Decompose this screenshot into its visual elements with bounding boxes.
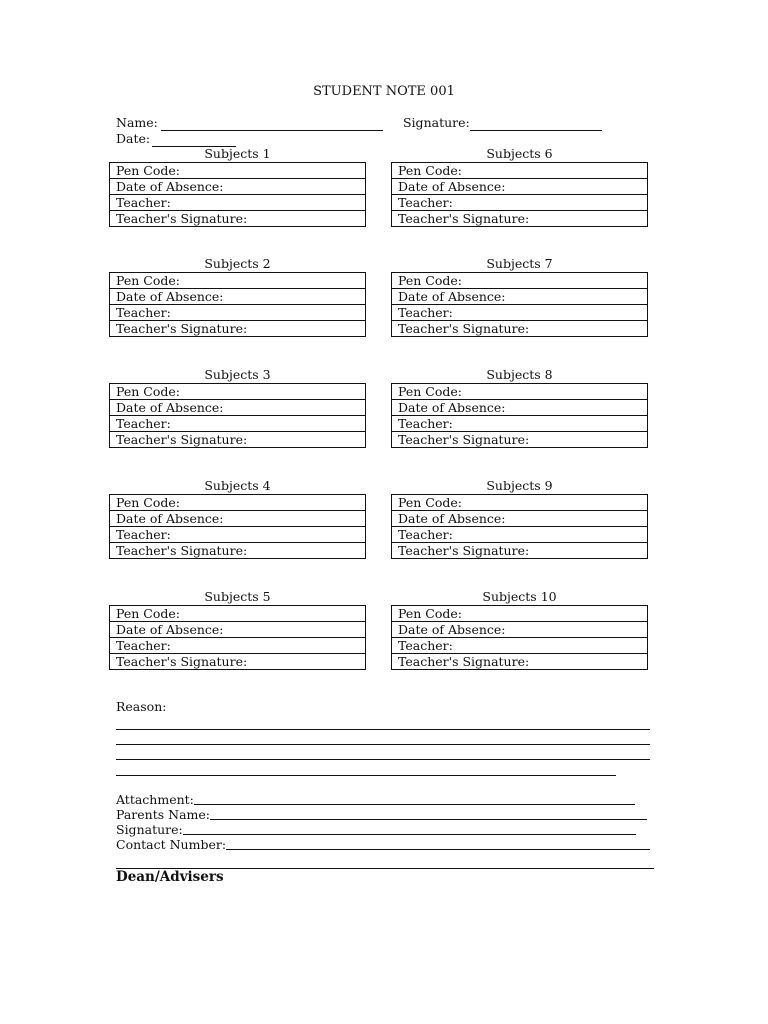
pen-code-row[interactable]: Pen Code: [116, 495, 180, 510]
name-label: Name: [116, 115, 158, 130]
document-title: STUDENT NOTE 001 [313, 84, 455, 99]
teacher-signature-row[interactable]: Teacher's Signature: [392, 431, 647, 447]
date-label: Date: [116, 131, 151, 146]
pen-code-row[interactable]: Pen Code: [116, 384, 180, 399]
teacher-signature-row[interactable]: Teacher's Signature: [110, 210, 365, 226]
date-of-absence-row[interactable]: Date of Absence: [110, 621, 365, 637]
parents-name-line [210, 808, 647, 820]
date-of-absence-row[interactable]: Date of Absence: [110, 510, 365, 526]
subject-title: Subjects 6 [486, 146, 553, 161]
contact-number-line [226, 838, 650, 850]
footer-signature-field[interactable] [116, 822, 636, 837]
contact-number-field[interactable] [116, 837, 650, 852]
teacher-signature-row[interactable]: Teacher's Signature: [392, 210, 647, 226]
teacher-signature-row[interactable]: Teacher's Signature: [392, 653, 647, 669]
subject-block-4 [109, 478, 366, 559]
name-line [161, 118, 383, 131]
subject-table [109, 494, 366, 559]
subject-block-2 [109, 256, 366, 337]
date-of-absence-row[interactable]: Date of Absence: [110, 288, 365, 304]
footer-signature-line [183, 823, 636, 835]
teacher-signature-row[interactable]: Teacher's Signature: [392, 320, 647, 336]
subject-table [391, 494, 648, 559]
pen-code-row[interactable]: Pen Code: [398, 495, 462, 510]
date-of-absence-row[interactable]: Date of Absence: [392, 178, 647, 194]
teacher-row[interactable]: Teacher: [110, 304, 365, 320]
parents-name-label: Parents Name: [116, 807, 210, 822]
teacher-row[interactable]: Teacher: [392, 194, 647, 210]
subject-block-1 [109, 146, 366, 227]
teacher-row[interactable]: Teacher: [392, 415, 647, 431]
reason-label: Reason: [116, 699, 167, 714]
pen-code-row[interactable]: Pen Code: [116, 606, 180, 621]
subject-block-8 [391, 367, 648, 448]
date-field[interactable] [116, 131, 236, 147]
attachment-line [194, 793, 635, 805]
contact-number-label: Contact Number: [116, 837, 227, 852]
pen-code-row[interactable]: Pen Code: [398, 606, 462, 621]
subject-block-7 [391, 256, 648, 337]
name-field[interactable] [116, 115, 383, 131]
subject-table [391, 162, 648, 227]
signature-field[interactable] [403, 115, 602, 131]
subject-title: Subjects 10 [482, 589, 557, 604]
date-of-absence-row[interactable]: Date of Absence: [392, 621, 647, 637]
subject-title: Subjects 5 [204, 589, 271, 604]
teacher-row[interactable]: Teacher: [110, 415, 365, 431]
date-of-absence-row[interactable]: Date of Absence: [392, 399, 647, 415]
date-of-absence-row[interactable]: Date of Absence: [110, 399, 365, 415]
teacher-row[interactable]: Teacher: [110, 637, 365, 653]
teacher-signature-row[interactable]: Teacher's Signature: [110, 431, 365, 447]
date-of-absence-row[interactable]: Date of Absence: [392, 510, 647, 526]
subject-title: Subjects 3 [204, 367, 271, 382]
subject-title: Subjects 4 [204, 478, 271, 493]
teacher-signature-row[interactable]: Teacher's Signature: [110, 653, 365, 669]
subject-block-3 [109, 367, 366, 448]
teacher-row[interactable]: Teacher: [392, 526, 647, 542]
pen-code-row[interactable]: Pen Code: [116, 273, 180, 288]
pen-code-row[interactable]: Pen Code: [398, 163, 462, 178]
subject-table [109, 605, 366, 670]
subject-title: Subjects 9 [486, 478, 553, 493]
subject-title: Subjects 7 [486, 256, 553, 271]
pen-code-row[interactable]: Pen Code: [398, 384, 462, 399]
pen-code-row[interactable]: Pen Code: [398, 273, 462, 288]
subject-block-10 [391, 589, 648, 670]
subject-table [391, 605, 648, 670]
signature-label: Signature: [403, 115, 470, 130]
subject-table [109, 162, 366, 227]
parents-name-field[interactable] [116, 807, 647, 822]
subject-table [391, 383, 648, 448]
subject-title: Subjects 8 [486, 367, 553, 382]
teacher-row[interactable]: Teacher: [110, 194, 365, 210]
subject-block-6 [391, 146, 648, 227]
signature-line [470, 118, 602, 131]
teacher-row[interactable]: Teacher: [392, 637, 647, 653]
teacher-signature-row[interactable]: Teacher's Signature: [110, 320, 365, 336]
reason-line-4[interactable] [116, 775, 616, 776]
footer-signature-label: Signature: [116, 822, 183, 837]
teacher-row[interactable]: Teacher: [110, 526, 365, 542]
teacher-row[interactable]: Teacher: [392, 304, 647, 320]
date-of-absence-row[interactable]: Date of Absence: [110, 178, 365, 194]
pen-code-row[interactable]: Pen Code: [116, 163, 180, 178]
teacher-signature-row[interactable]: Teacher's Signature: [110, 542, 365, 558]
subject-table [109, 272, 366, 337]
subject-table [391, 272, 648, 337]
subject-block-9 [391, 478, 648, 559]
teacher-signature-row[interactable]: Teacher's Signature: [392, 542, 647, 558]
subject-title: Subjects 2 [204, 256, 271, 271]
reason-line-3[interactable] [116, 759, 650, 760]
subject-table [109, 383, 366, 448]
reason-line-1[interactable] [116, 729, 650, 730]
date-of-absence-row[interactable]: Date of Absence: [392, 288, 647, 304]
reason-line-2[interactable] [116, 744, 650, 745]
attachment-label: Attachment: [116, 792, 194, 807]
subject-title: Subjects 1 [204, 146, 271, 161]
subject-block-5 [109, 589, 366, 670]
attachment-field[interactable] [116, 792, 635, 807]
dean-advisers-label: Dean/Advisers [116, 869, 224, 885]
